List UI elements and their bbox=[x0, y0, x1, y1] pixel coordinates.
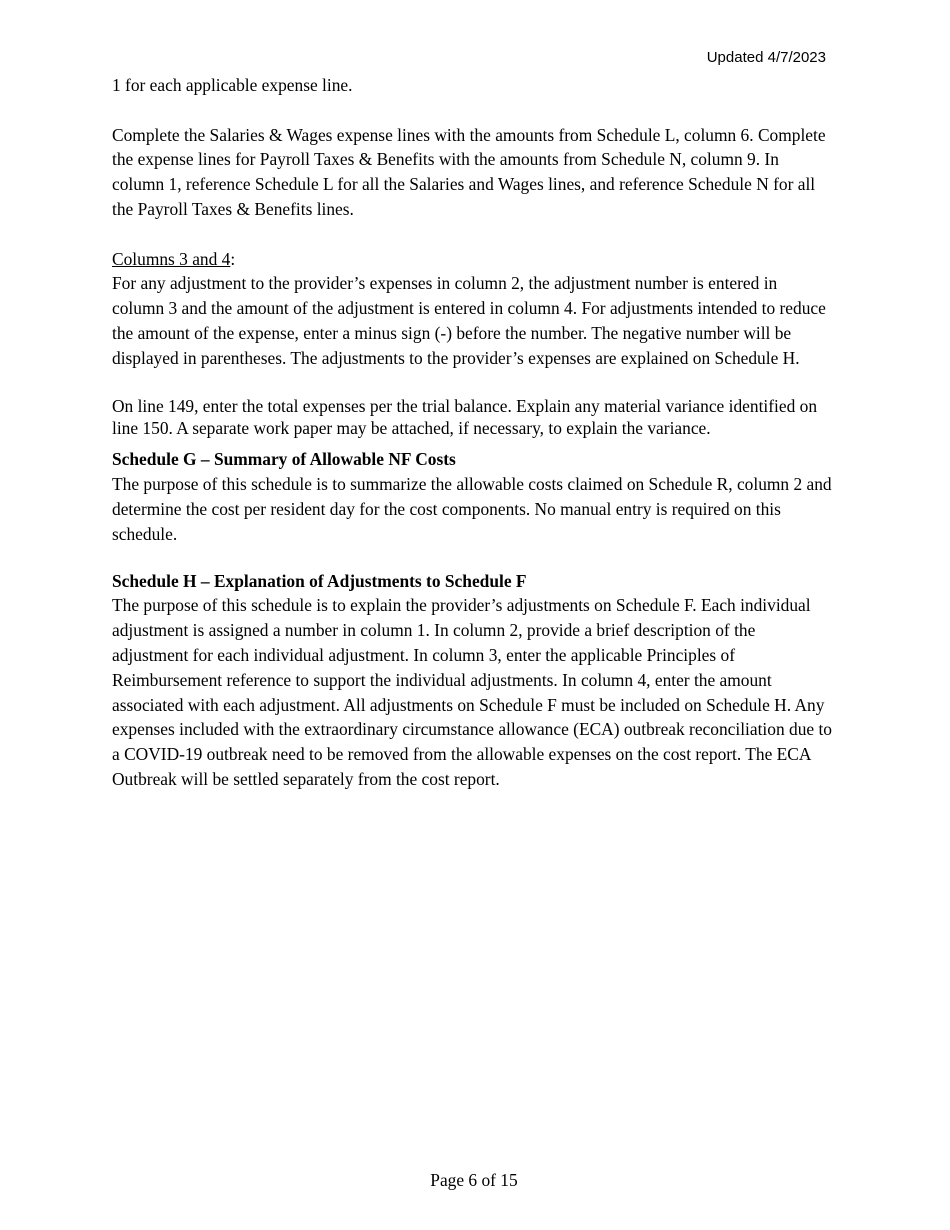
columns-heading-text: Columns 3 and 4 bbox=[112, 248, 231, 269]
salaries-wages-paragraph: Complete the Salaries & Wages expense lines with the amounts from Schedule L, column 6. Complete the expense lines for Payroll Taxes & Benefits with the amounts from Schedule N, column 9. In column 1, reference Schedule L for all the Salaries and Wages lines, and reference Schedule N for all the Payroll Taxes & Benefits lines. bbox=[112, 124, 826, 219]
document-body bbox=[112, 73, 832, 792]
line-149-paragraph: On line 149, enter the total expenses per the trial balance. Explain any material variance identified on line 150. A separate work paper may be attached, if necessary, to explain the variance. bbox=[112, 396, 818, 439]
page-number: Page 6 of 15 bbox=[430, 1170, 518, 1190]
columns-3-4-heading bbox=[112, 247, 832, 272]
columns-heading-colon: : bbox=[230, 248, 236, 269]
columns-3-4-paragraph: For any adjustment to the provider’s expenses in column 2, the adjustment number is entered in column 3 and the amount of the adjustment is entered in column 4. For adjustments intended to reduce the amount of the expense, enter a minus sign (-) before the number. The negative number will be displayed in parentheses. The adjustments to the provider’s expenses are explained on Schedule H. bbox=[112, 273, 826, 368]
continuation-line: 1 for each applicable expense line. bbox=[112, 75, 353, 95]
schedule-h-heading: Schedule H – Explanation of Adjustments to Schedule F bbox=[112, 570, 527, 591]
updated-date: Updated 4/7/2023 bbox=[706, 49, 826, 66]
schedule-g-paragraph: The purpose of this schedule is to summarize the allowable costs claimed on Schedule R, column 2 and determine the cost per resident day for the cost components. No manual entry is required on this schedule. bbox=[112, 474, 832, 544]
schedule-h-paragraph: The purpose of this schedule is to explain the provider’s adjustments on Schedule F. Each individual adjustment is assigned a number in column 1. In column 2, provide a brief description of the adjustment for each individual adjustment. In column 3, enter the applicable Principles of Reimbursement reference to support the individual adjustments. In column 4, enter the amount associated with each adjustment. All adjustments on Schedule F must be included on Schedule H. Any expenses included with the extraordinary circumstance allowance (ECA) outbreak reconciliation due to a COVID-19 outbreak need to be removed from the allowable expenses on the cost report. The ECA Outbreak will be settled separately from the cost report. bbox=[112, 595, 832, 789]
schedule-g-heading: Schedule G – Summary of Allowable NF Costs bbox=[112, 449, 456, 470]
